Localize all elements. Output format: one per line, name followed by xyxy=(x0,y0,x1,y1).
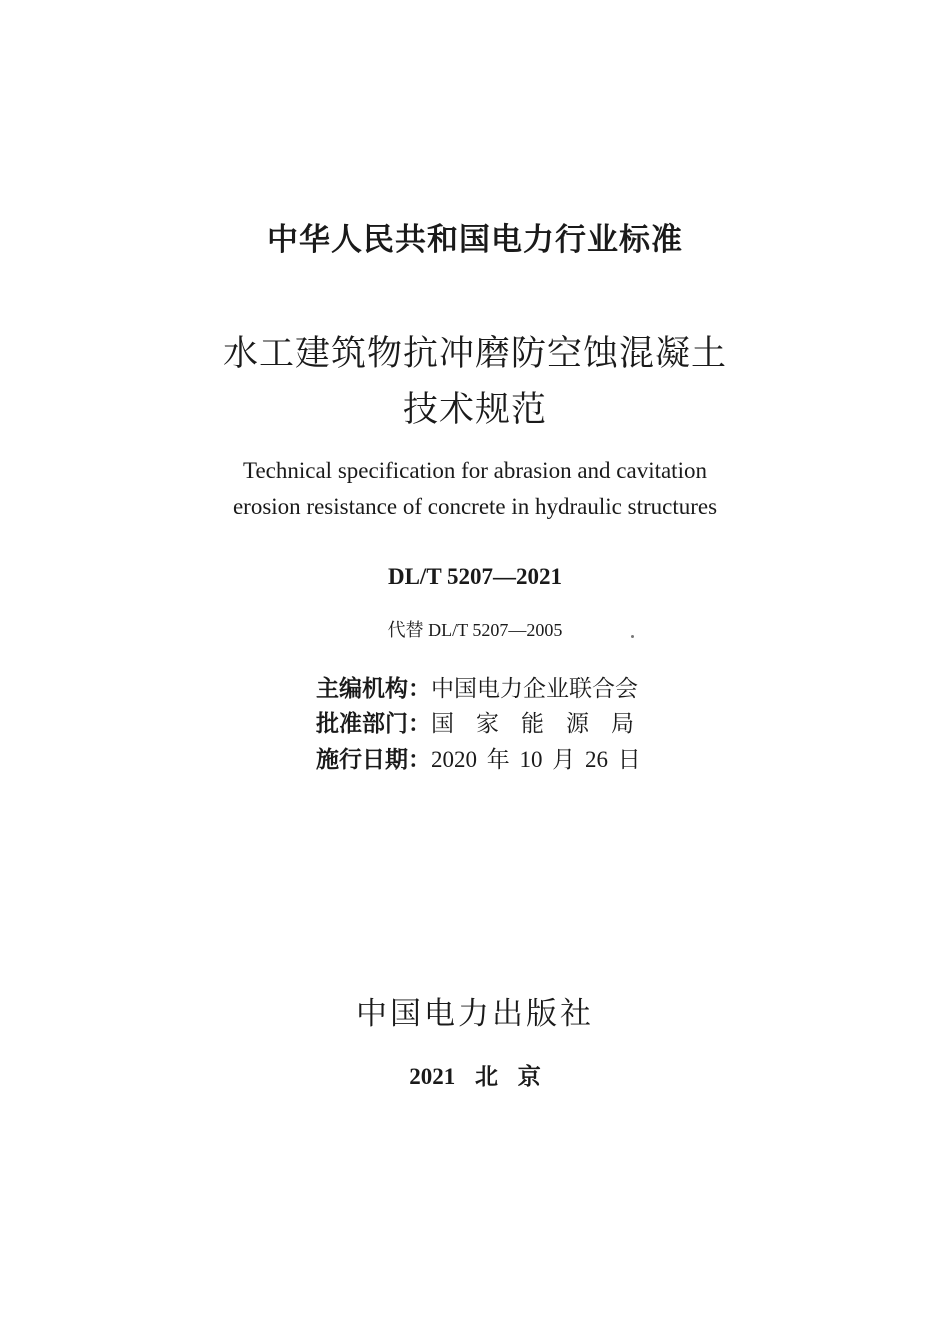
info-block xyxy=(316,672,656,778)
title-chinese-line-1: 水工建筑物抗冲磨防空蚀混凝土 xyxy=(222,334,727,374)
scan-speck xyxy=(631,635,634,638)
publisher: 中国电力出版社 xyxy=(356,996,594,1032)
info-label: 施行日期： xyxy=(316,747,431,773)
standard-number: DL/T 5207—2021 xyxy=(387,564,563,589)
info-row-effective-date xyxy=(316,742,656,778)
info-row-approver xyxy=(316,707,656,742)
info-label: 批准部门： xyxy=(316,711,431,737)
info-value: 国家能源局 xyxy=(431,711,656,737)
replaces-standard: 代替 DL/T 5207—2005 xyxy=(387,620,563,640)
title-english-line-2: erosion resistance of concrete in hydraulic structures xyxy=(232,494,718,519)
title-english-line-1: Technical specification for abrasion and cavitation xyxy=(243,458,707,483)
info-row-editor xyxy=(316,672,656,707)
info-value: 2020 年 10 月 26 日 xyxy=(431,747,641,772)
standard-category: 中华人民共和国电力行业标准 xyxy=(267,222,683,258)
place-year: 2021 北 京 xyxy=(409,1064,541,1089)
info-label: 主编机构： xyxy=(316,676,431,702)
info-value: 中国电力企业联合会 xyxy=(431,676,638,702)
title-chinese-line-2: 技术规范 xyxy=(402,390,547,430)
